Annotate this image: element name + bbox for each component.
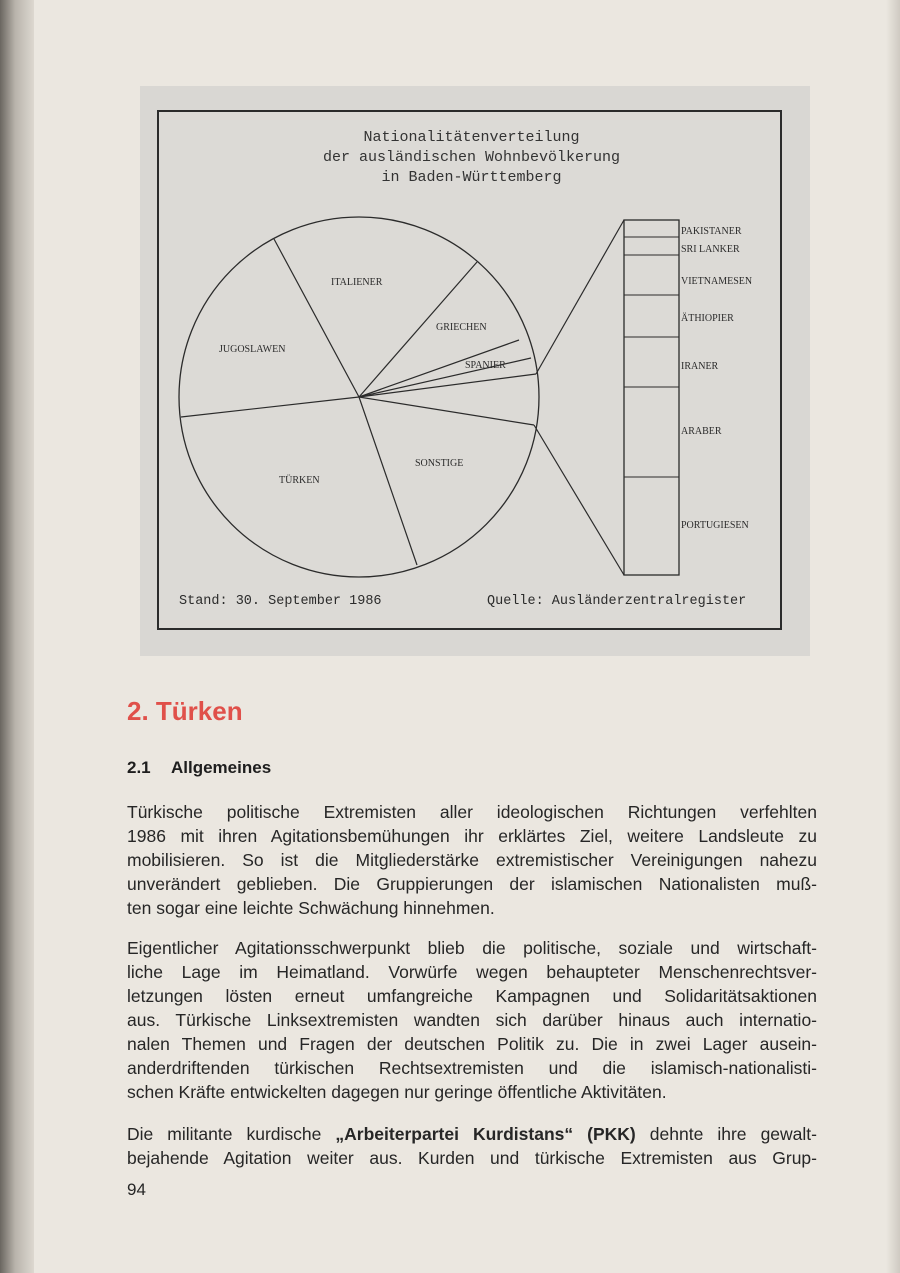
nationality-chart-figure <box>157 110 782 630</box>
paragraph-3-line-2: bejahende Agitation weiter aus. Kurden und türkische Extremisten aus Grup- <box>127 1148 817 1168</box>
paragraph-1-line-2: 1986 mit ihren Agitationsbemühungen ihr erklärtes Ziel, weitere Landsleute zu <box>127 826 817 846</box>
bar-label-vietnamesen: VIETNAMESEN <box>681 276 753 287</box>
subsection-title: Allgemeines <box>171 758 272 777</box>
paragraph-2-line-5: nalen Themen und Fragen der deutschen Politik zu. Die in zwei Lager ausein- <box>127 1034 817 1054</box>
paragraph-1-line-1: Türkische politische Extremisten aller ideologischen Richtungen verfehlten <box>127 802 817 822</box>
slice-line-sonstige-left <box>359 397 417 565</box>
connector-top <box>536 220 624 374</box>
figure-title-line-1: Nationalitätenverteilung <box>363 129 580 146</box>
paragraph-2-line-4: aus. Türkische Linksextremisten wandten sich darüber hinaus auch internatio- <box>127 1010 817 1030</box>
page-number: 94 <box>127 1180 146 1199</box>
paragraph-1 <box>127 800 817 920</box>
pie-label-griechen: GRIECHEN <box>436 322 487 333</box>
paragraph-1-line-4: unverändert geblieben. Die Gruppierungen der islamischen Nationalisten muß- <box>127 874 817 894</box>
paragraph-3 <box>127 1122 817 1170</box>
pie-label-tuerken: TÜRKEN <box>279 475 320 486</box>
figure-title-line-2: der ausländischen Wohnbevölkerung <box>322 149 621 166</box>
bar-label-portugiesen: PORTUGIESEN <box>681 520 749 531</box>
bar-label-sri-lanker: SRI LANKER <box>681 244 740 255</box>
paragraph-3-text-a: Die militante kurdische <box>127 1124 336 1144</box>
paragraph-3-text-c: dehnte ihre gewalt- <box>635 1124 817 1144</box>
slice-line-tuerken-top <box>181 397 359 417</box>
figure-title-line-3: in Baden-Württemberg <box>381 169 562 186</box>
paragraph-3-line-1 <box>127 1122 817 1146</box>
bar-label-iraner: IRANER <box>681 361 719 372</box>
slice-line-italiener-left <box>274 239 359 397</box>
bar-label-aethiopier: ÄTHIOPIER <box>681 313 734 324</box>
pie-label-italiener: ITALIENER <box>331 277 383 288</box>
stacked-bar <box>624 220 679 575</box>
book-spine-shadow <box>0 0 34 1273</box>
section-heading: 2. Türken <box>127 696 243 726</box>
pkk-party-name: „Arbeiterpartei Kurdistans“ (PKK) <box>335 1124 636 1144</box>
connector-lines <box>534 220 624 575</box>
figure-date-note: Stand: 30. September 1986 <box>179 594 382 609</box>
pie-label-spanier: SPANIER <box>465 360 506 371</box>
paragraph-2-line-3: letzungen lösten erneut umfangreiche Kampagnen und Solidaritätsaktionen <box>127 986 817 1006</box>
paragraph-1-line-5: ten sogar eine leichte Schwächung hinnehmen. <box>127 898 495 918</box>
connector-bottom <box>534 425 624 575</box>
pie-label-jugoslawen: JUGOSLAWEN <box>219 344 286 355</box>
paragraph-2-line-6: anderdriftenden türkischen Rechtsextremisten und die islamisch-nationalisti- <box>127 1058 817 1078</box>
pie-and-bar-diagram <box>159 112 784 632</box>
subsection-heading <box>127 758 271 778</box>
paragraph-1-line-3: mobilisieren. So ist die Mitgliederstärke extremistischer Vereinigungen nahezu <box>127 850 817 870</box>
paragraph-2-line-2: liche Lage im Heimatland. Vorwürfe wegen behaupteter Menschenrechtsver- <box>127 962 817 982</box>
subsection-number: 2.1 <box>127 758 151 777</box>
bar-label-araber: ARABER <box>681 426 722 437</box>
stacked-bar-dividers <box>624 237 679 477</box>
pie-label-sonstige: SONSTIGE <box>415 458 464 469</box>
bar-label-pakistaner: PAKISTANER <box>681 226 742 237</box>
paragraph-2 <box>127 936 817 1104</box>
page-edge-shadow <box>886 0 900 1273</box>
figure-source-note: Quelle: Ausländerzentralregister <box>487 594 747 609</box>
paragraph-2-line-1: Eigentlicher Agitationsschwerpunkt blieb die politische, soziale und wirtschaft- <box>127 938 817 958</box>
slice-line-sonstige-right <box>359 397 534 425</box>
paragraph-2-line-7: schen Kräfte entwickelten dagegen nur geringe öffentliche Aktivitäten. <box>127 1082 667 1102</box>
